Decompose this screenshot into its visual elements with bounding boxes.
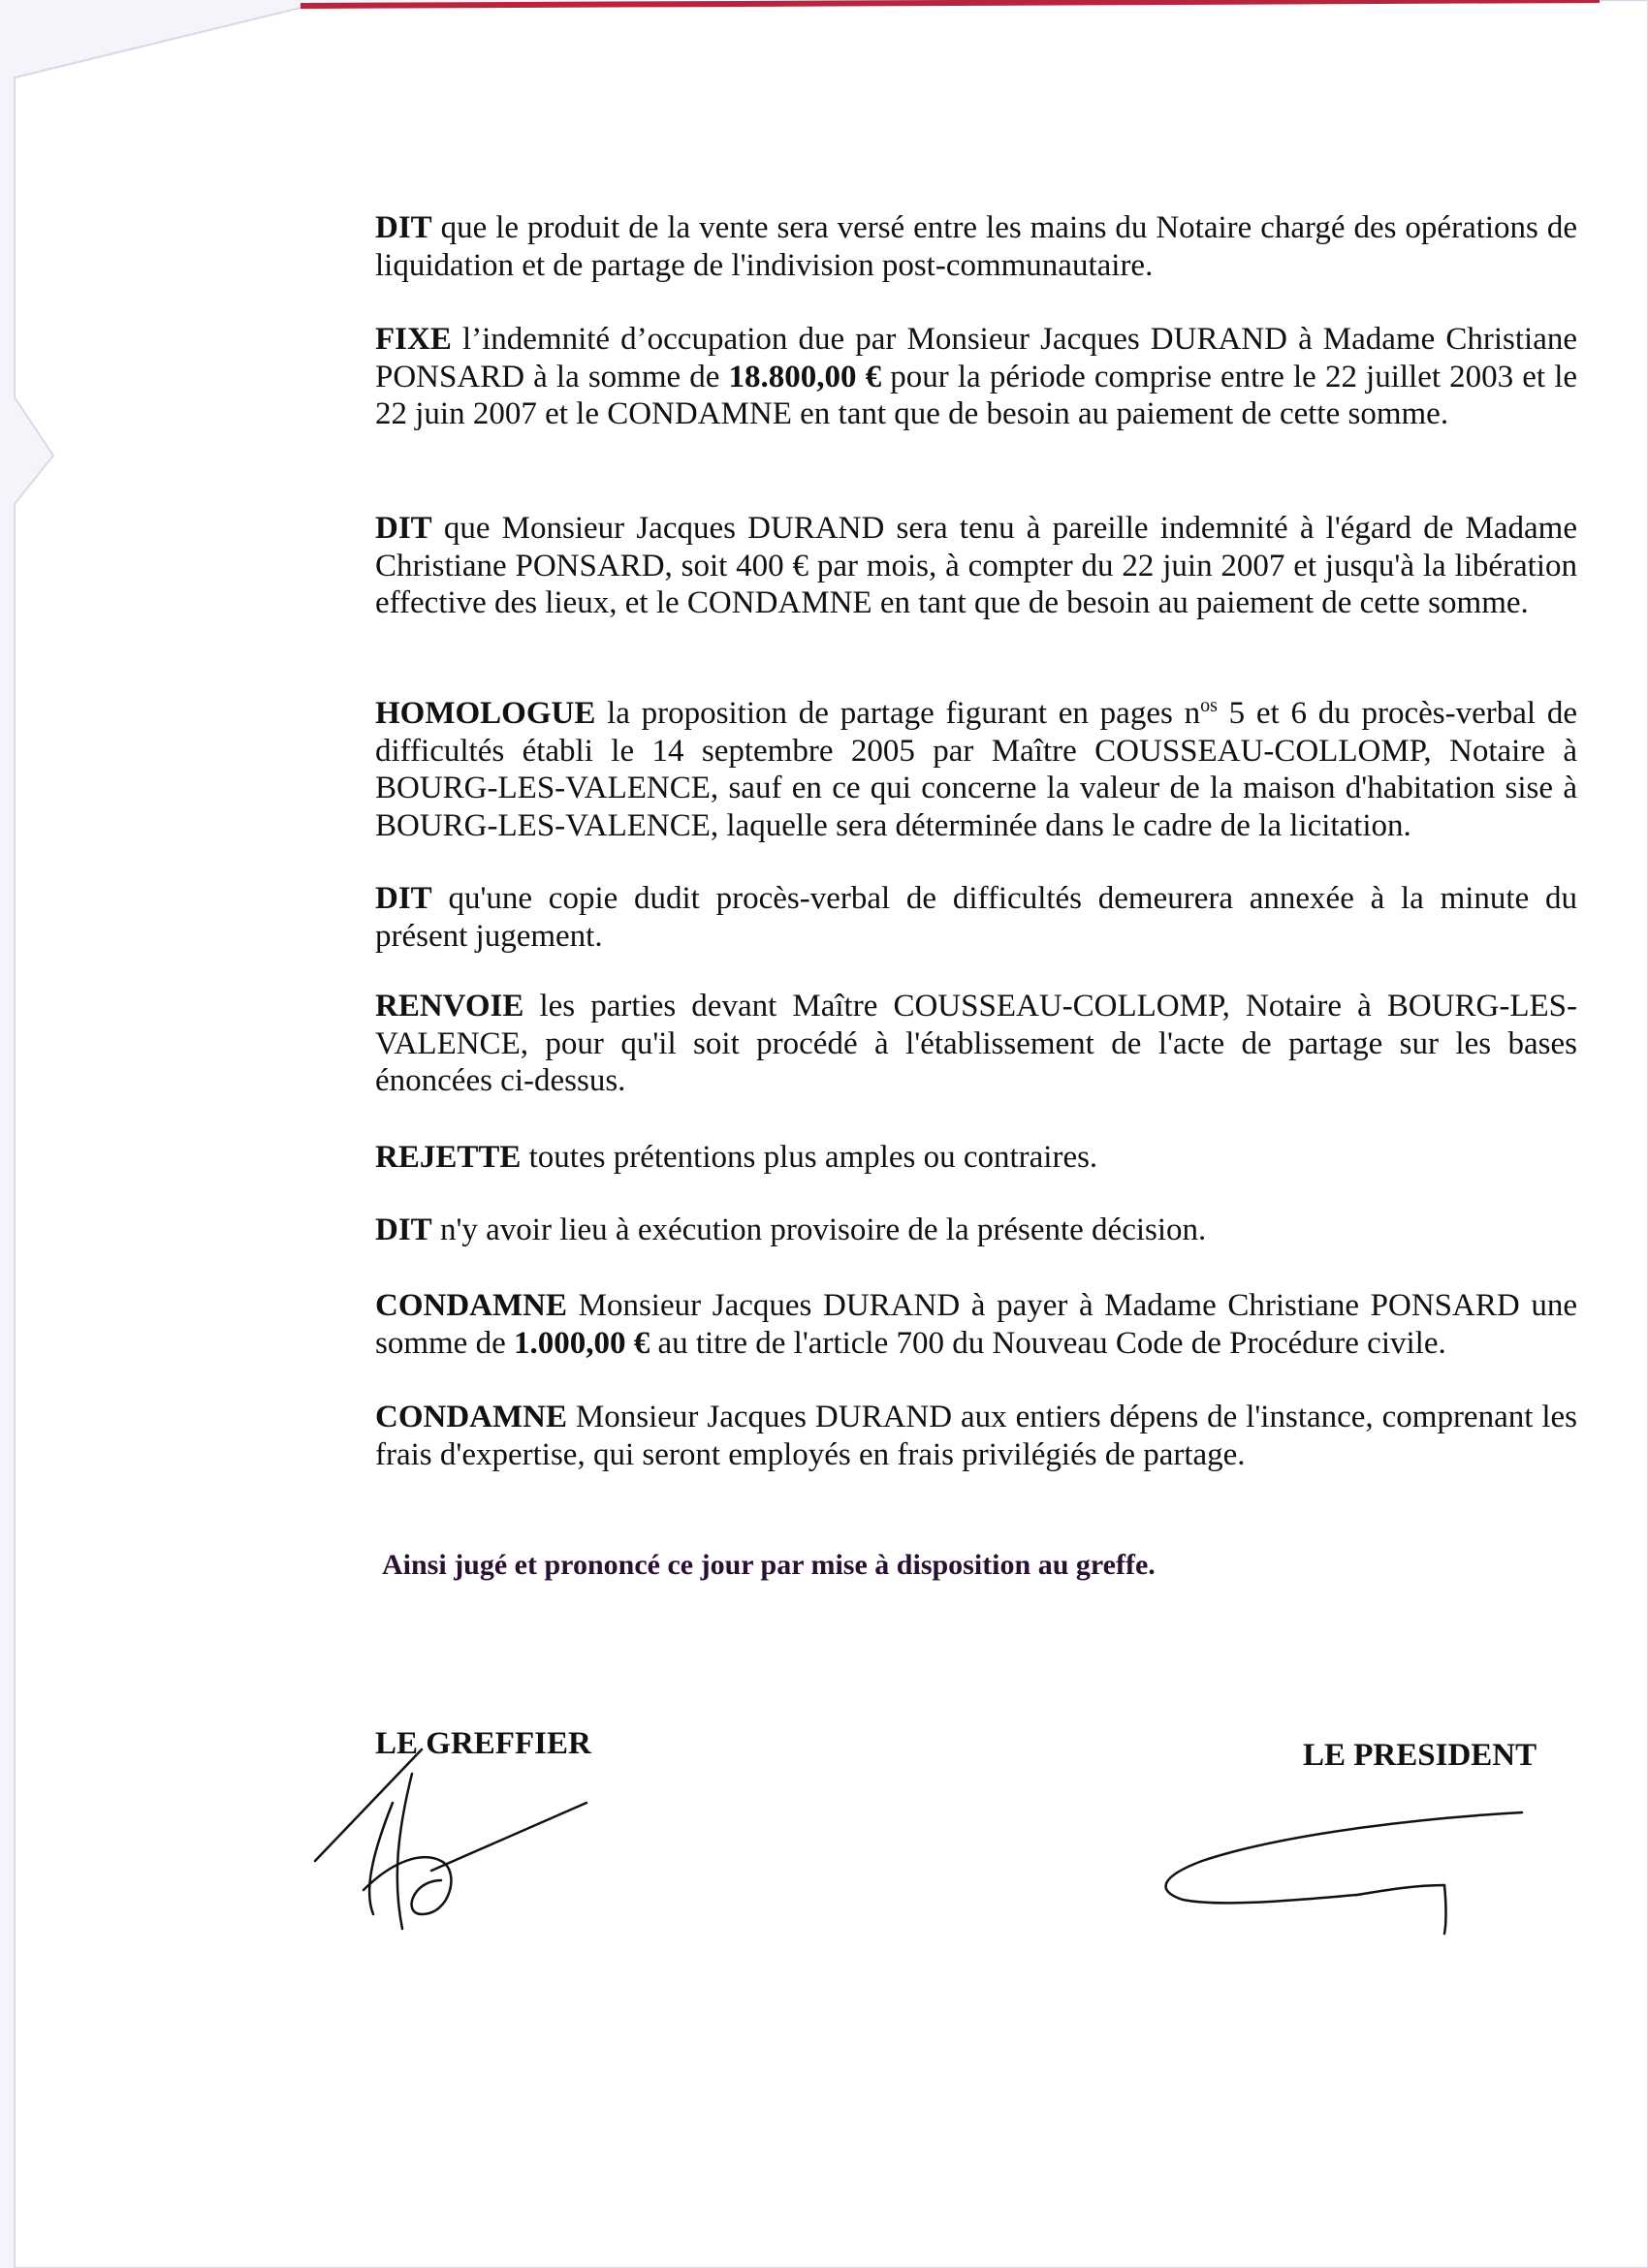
paragraph-homologue: HOMOLOGUE la proposition de partage figurant en pages $n^{os}$ 5 et 6 du procès-verbal de difficultés établi le 14 septembre 2005 par Maître COUSSEAU-COLLOMP, Notaire à BOURG-LES-VALENCE, sauf en ce qui concerne la valeur de la maison d'habitation sise à BOURG-LES-VALENCE, laquelle sera déterminée dans le cadre de la licitation. bbox=[375, 695, 1577, 843]
president-label: LE PRESIDENT bbox=[1303, 1738, 1537, 1773]
greffier-label: LE GREFFIER bbox=[375, 1726, 591, 1761]
keyword: REJETTE bbox=[375, 1140, 522, 1175]
paragraph-rejette: REJETTE toutes prétentions plus amples ou contraires. bbox=[375, 1140, 1098, 1175]
keyword: DIT bbox=[375, 210, 432, 245]
paragraph-dit-3: DIT qu'une copie dudit procès-verbal de difficultés demeurera annexée à la minute du présent jugement. bbox=[375, 881, 1577, 954]
keyword: CONDAMNE bbox=[375, 1288, 567, 1323]
paragraph-dit-2: DIT que Monsieur Jacques DURAND sera tenu à pareille indemnité à l'égard de Madame Christiane PONSARD, soit 400 € par mois, à compter du 22 juin 2007 et jusqu'à la libération effective des lieux, et le CONDAMNE en tant que de besoin au paiement de cette somme. bbox=[375, 511, 1577, 620]
paragraph-dit-4: DIT n'y avoir lieu à exécution provisoire de la présente décision. bbox=[375, 1213, 1207, 1247]
paragraph-condamne-2: CONDAMNE Monsieur Jacques DURAND aux entiers dépens de l'instance, comprenant les frais d'expertise, qui seront employés en frais privilégiés de partage. bbox=[375, 1400, 1577, 1472]
keyword: FIXE bbox=[375, 322, 452, 357]
paragraph-fixe: FIXE l’indemnité d’occupation due par Monsieur Jacques DURAND à Madame Christiane PONSARD à la somme de 18.800,00 € pour la période comprise entre le 22 juillet 2003 et le 22 juin 2007 et le CONDAMNE en tant que de besoin au paiement de cette somme. bbox=[375, 322, 1578, 431]
paragraph-renvoie: RENVOIE les parties devant Maître COUSSEAU-COLLOMP, Notaire à BOURG-LES-VALENCE, pour qu'il soit procédé à l'établissement de l'acte de partage sur les bases énoncées ci-dessus. bbox=[375, 989, 1577, 1098]
keyword: DIT bbox=[375, 1213, 432, 1247]
greffier-signature bbox=[305, 1745, 616, 1938]
keyword: RENVOIE bbox=[375, 989, 524, 1024]
paragraph-dit-1: DIT que le produit de la vente sera versé entre les mains du Notaire chargé des opérations de liquidation et de partage de l'indivision post-communautaire. bbox=[375, 210, 1577, 283]
paragraph-condamne-1: CONDAMNE Monsieur Jacques DURAND à payer à Madame Christiane PONSARD une somme de 1.000,00 € au titre de l'article 700 du Nouveau Code de Procédure civile. bbox=[375, 1288, 1577, 1361]
president-signature bbox=[1144, 1793, 1532, 1938]
keyword: DIT bbox=[375, 881, 432, 916]
keyword: DIT bbox=[375, 511, 432, 546]
closing-statement: Ainsi jugé et prononcé ce jour par mise à disposition au greffe. bbox=[382, 1549, 1156, 1581]
amount: 1.000,00 € bbox=[513, 1325, 650, 1361]
amount: 18.800,00 € bbox=[728, 359, 882, 394]
keyword: HOMOLOGUE bbox=[375, 696, 596, 731]
keyword: CONDAMNE bbox=[375, 1400, 567, 1434]
